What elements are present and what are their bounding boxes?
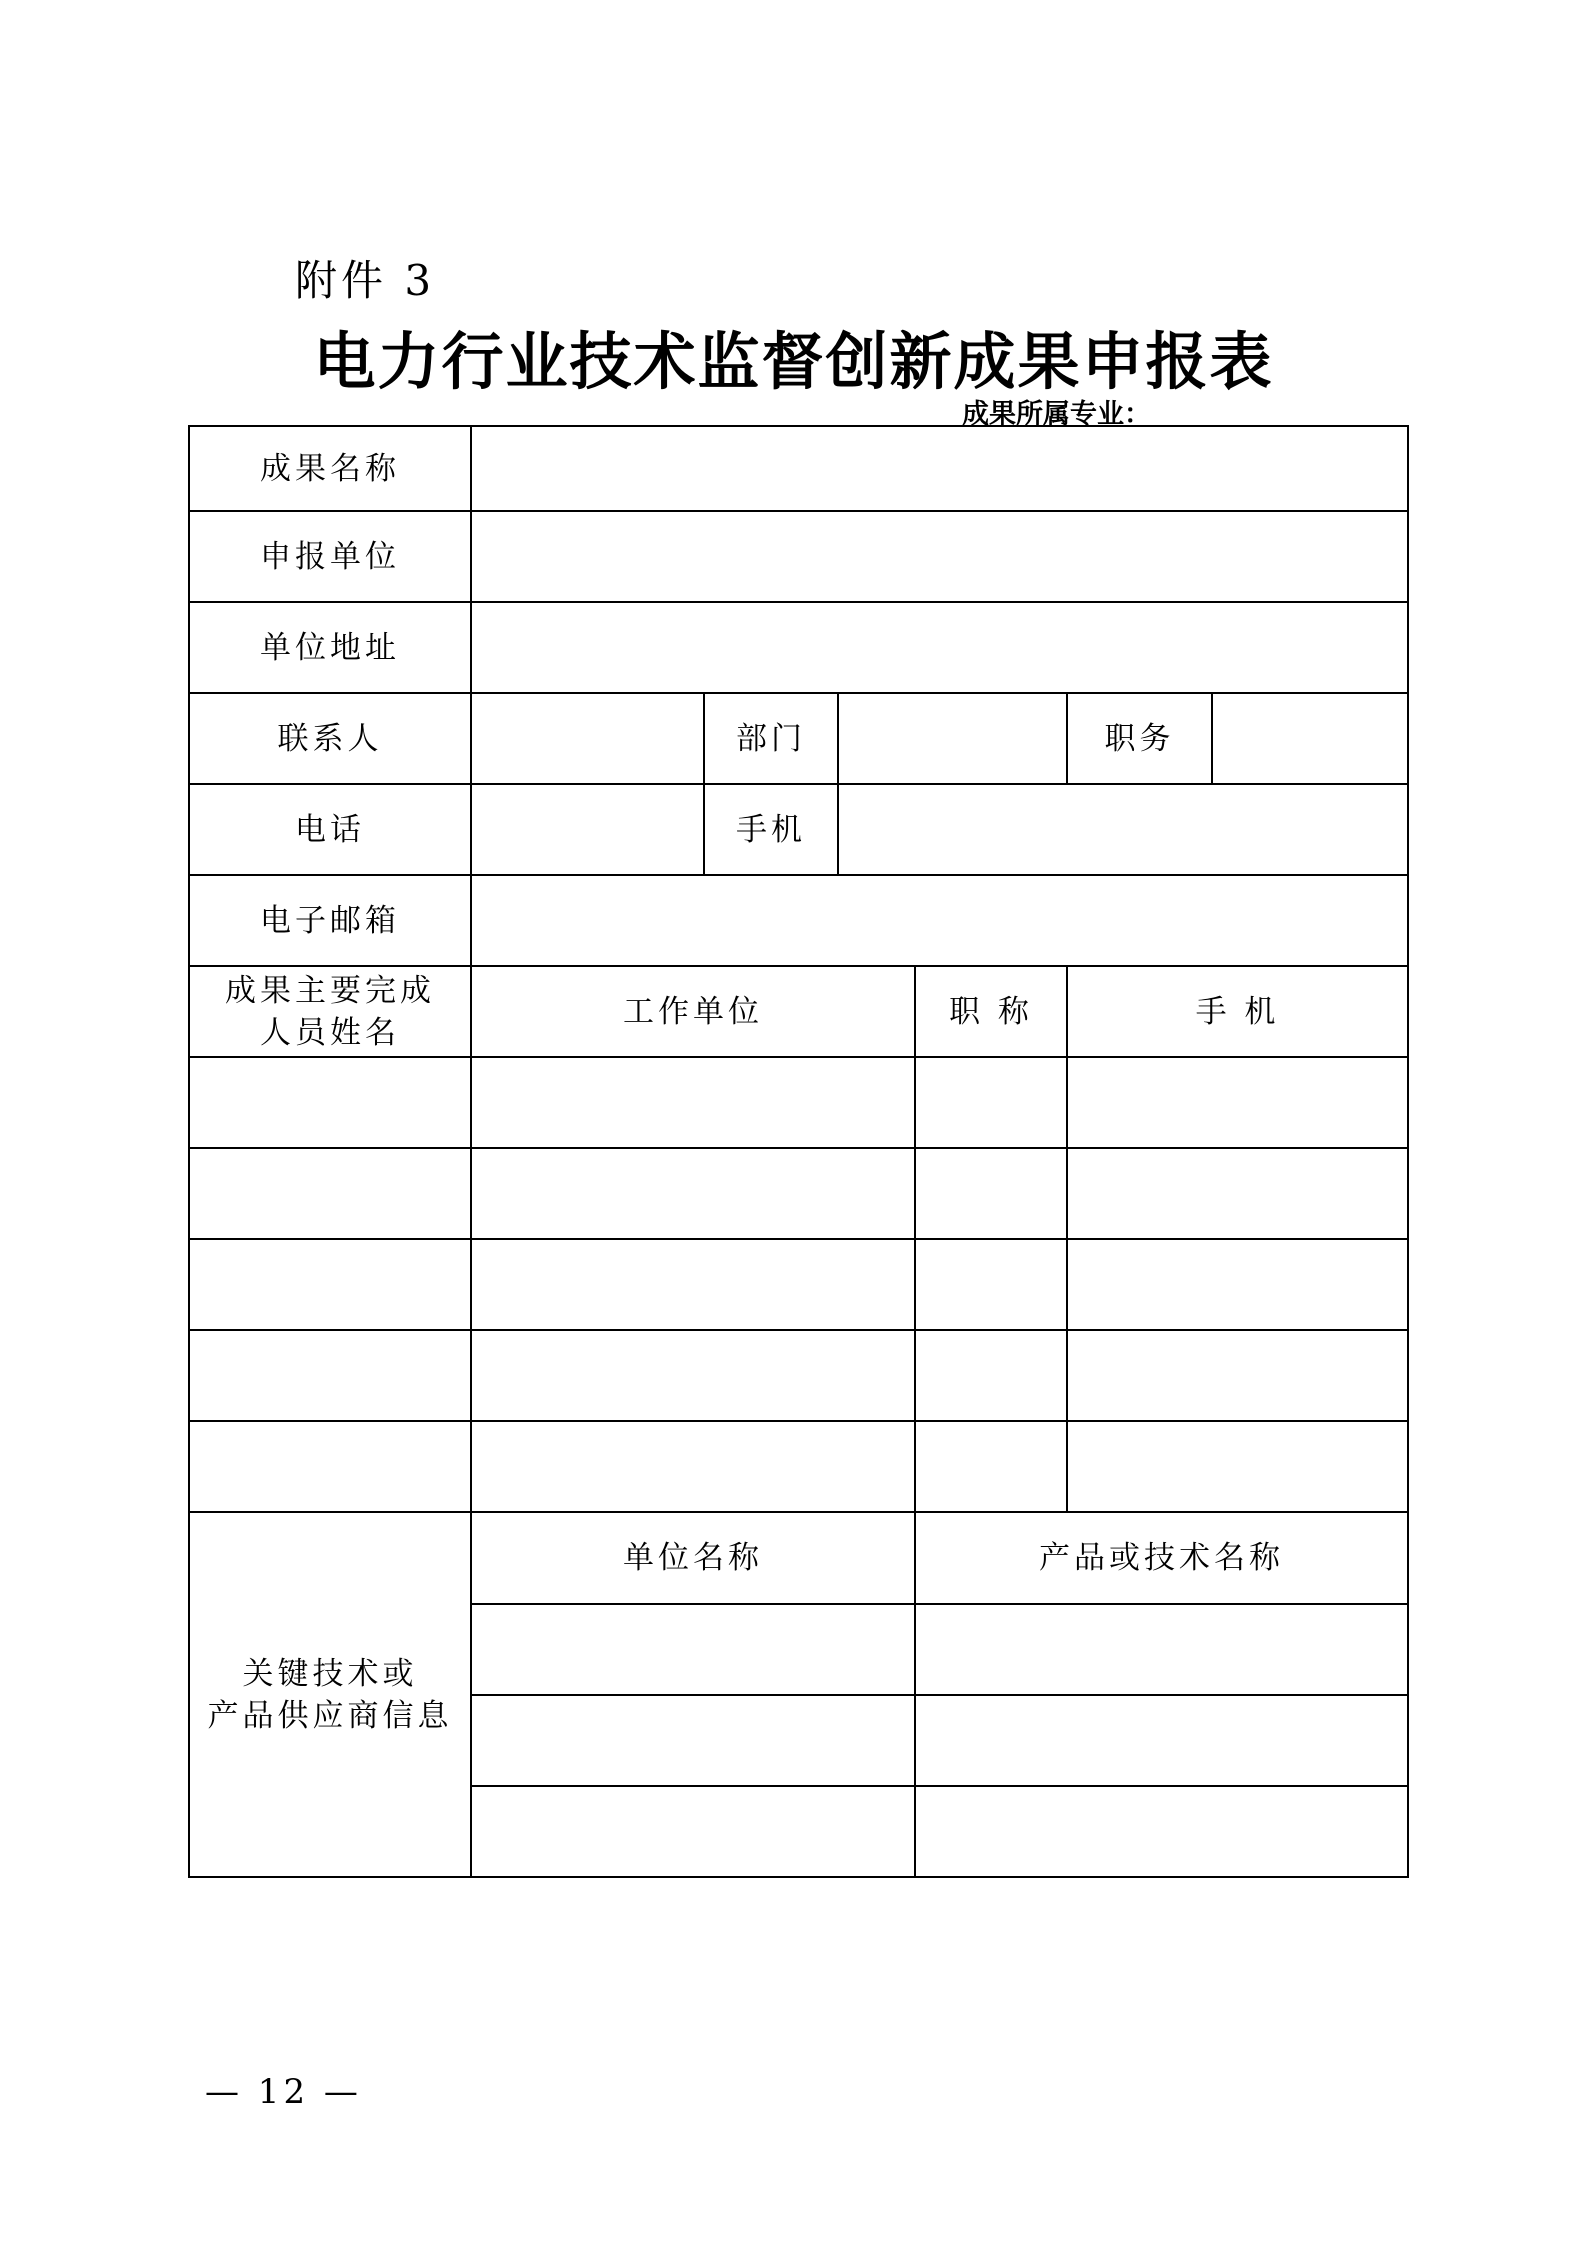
member-row	[189, 1148, 1408, 1239]
member-unit-cell[interactable]	[471, 1057, 915, 1148]
position-label: 职务	[1067, 693, 1212, 784]
member-row	[189, 1421, 1408, 1512]
supplier-product-header: 产品或技术名称	[915, 1512, 1408, 1604]
row-contact	[189, 693, 1408, 784]
members-header-row	[189, 966, 1408, 1057]
member-mobile-cell[interactable]	[1067, 1239, 1408, 1330]
member-row	[189, 1239, 1408, 1330]
achievement-name-field[interactable]	[471, 426, 1408, 511]
phone-label: 电话	[189, 784, 471, 875]
member-mobile-cell[interactable]	[1067, 1421, 1408, 1512]
member-title-cell[interactable]	[915, 1421, 1067, 1512]
supplier-unit-cell[interactable]	[471, 1786, 915, 1877]
row-email	[189, 875, 1408, 966]
members-mobile-header: 手 机	[1067, 966, 1408, 1057]
page-title: 电力行业技术监督创新成果申报表	[313, 325, 1274, 398]
dept-label: 部门	[704, 693, 838, 784]
members-unit-header: 工作单位	[471, 966, 915, 1057]
members-name-header: 成果主要完成 人员姓名	[189, 966, 471, 1057]
row-phone	[189, 784, 1408, 875]
member-mobile-cell[interactable]	[1067, 1148, 1408, 1239]
member-mobile-cell[interactable]	[1067, 1330, 1408, 1421]
category-label: 成果所属专业：	[962, 399, 1151, 430]
email-label: 电子邮箱	[189, 875, 471, 966]
address-label: 单位地址	[189, 602, 471, 693]
address-field[interactable]	[471, 602, 1408, 693]
dept-field[interactable]	[838, 693, 1067, 784]
member-name-cell[interactable]	[189, 1148, 471, 1239]
member-title-cell[interactable]	[915, 1148, 1067, 1239]
supplier-unit-cell[interactable]	[471, 1695, 915, 1786]
mobile-field[interactable]	[838, 784, 1408, 875]
position-field[interactable]	[1212, 693, 1408, 784]
member-title-cell[interactable]	[915, 1239, 1067, 1330]
supplier-unit-header: 单位名称	[471, 1512, 915, 1604]
row-address	[189, 602, 1408, 693]
suppliers-header-row	[189, 1512, 1408, 1604]
supplier-product-cell[interactable]	[915, 1604, 1408, 1695]
achievement-name-label: 成果名称	[189, 426, 471, 511]
supplier-product-cell[interactable]	[915, 1695, 1408, 1786]
member-unit-cell[interactable]	[471, 1239, 915, 1330]
suppliers-label: 关键技术或 产品供应商信息	[189, 1512, 471, 1877]
mobile-label: 手机	[704, 784, 838, 875]
application-form-table	[188, 425, 1409, 1878]
supplier-product-cell[interactable]	[915, 1786, 1408, 1877]
row-achievement-name	[189, 426, 1408, 511]
member-unit-cell[interactable]	[471, 1148, 915, 1239]
members-title-header: 职 称	[915, 966, 1067, 1057]
member-title-cell[interactable]	[915, 1330, 1067, 1421]
applicant-label: 申报单位	[189, 511, 471, 602]
member-title-cell[interactable]	[915, 1057, 1067, 1148]
member-name-cell[interactable]	[189, 1239, 471, 1330]
member-row	[189, 1057, 1408, 1148]
member-unit-cell[interactable]	[471, 1421, 915, 1512]
row-applicant	[189, 511, 1408, 602]
member-name-cell[interactable]	[189, 1330, 471, 1421]
contact-label: 联系人	[189, 693, 471, 784]
email-field[interactable]	[471, 875, 1408, 966]
page-number: — 12 —	[205, 2072, 362, 2112]
member-unit-cell[interactable]	[471, 1330, 915, 1421]
phone-field[interactable]	[471, 784, 704, 875]
member-mobile-cell[interactable]	[1067, 1057, 1408, 1148]
member-name-cell[interactable]	[189, 1057, 471, 1148]
supplier-unit-cell[interactable]	[471, 1604, 915, 1695]
member-row	[189, 1330, 1408, 1421]
member-name-cell[interactable]	[189, 1421, 471, 1512]
applicant-field[interactable]	[471, 511, 1408, 602]
attachment-label: 附件 3	[295, 256, 436, 305]
contact-field[interactable]	[471, 693, 704, 784]
